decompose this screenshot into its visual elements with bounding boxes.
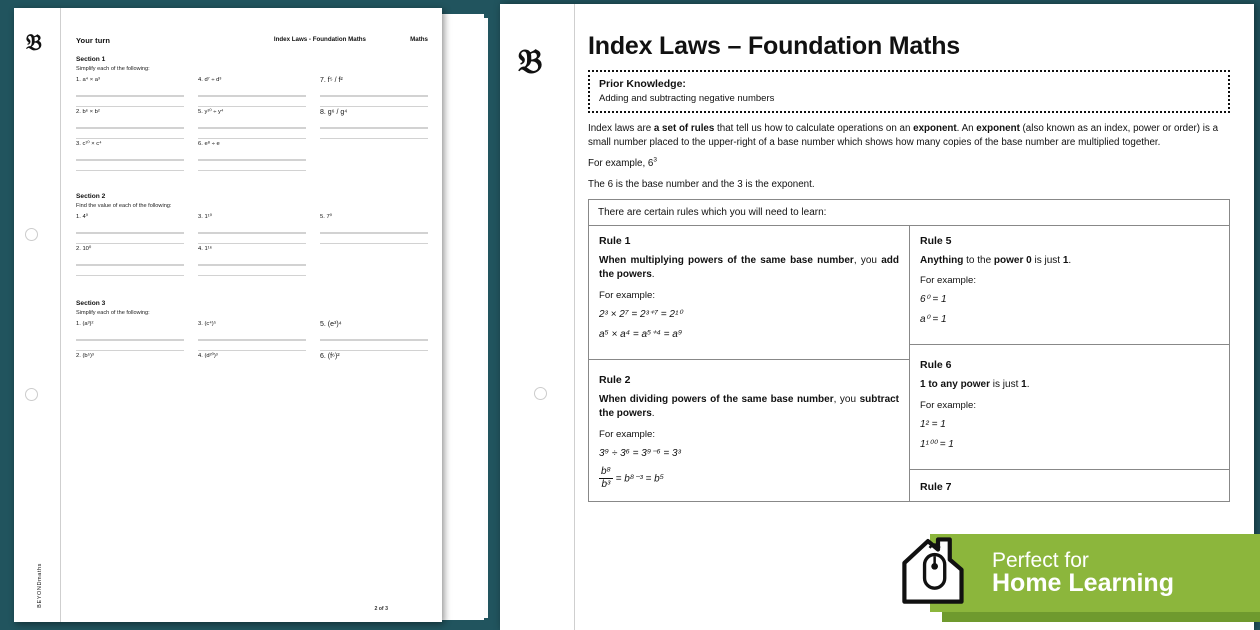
question-text: 1. 4⁰ [76, 214, 88, 220]
answer-line[interactable] [198, 275, 306, 277]
question-text: 5. y¹⁰ ÷ y⁴ [198, 109, 224, 115]
promo-line-2: Home Learning [992, 568, 1174, 597]
rule-6-statement [920, 378, 1219, 393]
rule-2-tail: . [651, 408, 655, 420]
example-line [588, 157, 1230, 171]
rule-5-math-1: 6⁰ = 1 [920, 294, 947, 306]
answer-line[interactable] [198, 95, 306, 97]
question-item [320, 214, 428, 244]
question-text: 6. e⁸ ÷ e [198, 141, 220, 147]
rule-5-bold-1: Anything [920, 254, 964, 266]
rule-5-example-label: For example: [920, 275, 976, 287]
rules-table-heading: There are certain rules which you will need to learn: [589, 200, 1229, 226]
section-3-title: Section 3 [76, 300, 106, 307]
intro-part: Index laws are [588, 123, 654, 134]
worksheet-section-2 [76, 193, 428, 278]
hole-punch-icon [25, 228, 38, 241]
rule-5-bold-3: 1 [1062, 254, 1069, 266]
question-text: 2. 10⁰ [76, 246, 92, 252]
example-explanation: The 6 is the base number and the 3 is the exponent. [588, 178, 815, 190]
rule-7-name: Rule 7 [920, 480, 952, 493]
question-item [198, 214, 306, 244]
intro-bold-exponent-2: exponent [976, 123, 1020, 134]
rule-6-bold-2: 1 [1021, 379, 1027, 391]
rule-6-tail: . [1026, 379, 1030, 391]
rule-1-tail: . [651, 269, 655, 281]
rule-2-fraction-numerator: b⁸ [599, 466, 613, 480]
answer-line[interactable] [198, 350, 306, 352]
question-item [76, 77, 184, 107]
rules-column-left [589, 226, 909, 501]
answer-line[interactable] [320, 106, 428, 108]
rule-2-name: Rule 2 [599, 373, 631, 386]
example-text: For example, 6 [588, 157, 654, 169]
house-mouse-icon [896, 526, 980, 610]
rule-5-mid-2: is just [1031, 254, 1063, 266]
answer-line[interactable] [198, 232, 306, 234]
rule-2-math-2-rest: = b⁸⁻³ = b⁵ [615, 473, 664, 485]
answer-line[interactable] [198, 243, 306, 245]
question-item [198, 246, 306, 276]
rule-6-bold-1: 1 to any power [920, 379, 991, 391]
question-item [198, 321, 306, 351]
rule-2-math-2 [599, 466, 899, 492]
rule-2-math-1: 3⁹ ÷ 3⁶ = 3⁹⁻⁶ = 3³ [599, 447, 681, 459]
rule-cell-7 [910, 470, 1229, 497]
example-exponent: 3 [653, 156, 657, 164]
question-item [320, 109, 428, 139]
rule-5-statement [920, 254, 1219, 269]
answer-line[interactable] [76, 232, 184, 234]
question-item [198, 141, 306, 171]
rule-2-fraction [599, 466, 613, 492]
rule-5-tail: . [1068, 254, 1072, 266]
intro-paragraph [588, 122, 1230, 150]
answer-line[interactable] [76, 339, 184, 341]
question-item [76, 109, 184, 139]
rule-6-math-1: 1² = 1 [920, 418, 946, 430]
worksheet-running-header-back: Maths [410, 36, 428, 43]
worksheet-brand [36, 563, 43, 608]
prior-knowledge-heading: Prior Knowledge: [599, 78, 686, 90]
rule-1-math-2: a⁵ × a⁴ = a⁵⁺⁴ = a⁹ [599, 328, 683, 340]
question-text: 5. 7⁰ [320, 214, 332, 220]
answer-line[interactable] [76, 243, 184, 245]
question-text: 3. (c⁴)⁵ [198, 321, 217, 327]
rule-cell-5 [910, 226, 1229, 346]
question-text: 1. (a³)² [76, 321, 94, 327]
answer-line[interactable] [198, 159, 306, 161]
question-text: 2. (b⁵)³ [76, 353, 94, 359]
answer-line[interactable] [198, 339, 306, 341]
question-item [198, 353, 306, 362]
rule-2-fraction-denominator: b³ [601, 479, 611, 491]
answer-line[interactable] [76, 159, 184, 161]
answer-line[interactable] [76, 95, 184, 97]
answer-line[interactable] [76, 138, 184, 140]
question-item [76, 214, 184, 244]
question-text: 8. g⁶ / g⁴ [320, 109, 348, 116]
worksheet-brand-sub: maths [37, 563, 43, 582]
rule-2-bold-2: subtract the powers [599, 393, 900, 420]
worksheet-page[interactable] [14, 8, 442, 622]
hole-punch-icon [534, 387, 547, 400]
question-item [76, 353, 184, 362]
question-text: 2. b⁶ × b² [76, 109, 100, 115]
answer-line[interactable] [76, 264, 184, 266]
intro-bold-rules: a set of rules [653, 123, 715, 134]
rule-1-math-1: 2³ × 2⁷ = 2³⁺⁷ = 2¹⁰ [599, 308, 683, 320]
section-1-title: Section 1 [76, 56, 106, 63]
rule-6-example-label: For example: [920, 399, 976, 411]
question-item [76, 246, 184, 276]
question-item [198, 109, 306, 139]
answer-line[interactable] [198, 170, 306, 172]
worksheet-page-number: 2 of 3 [374, 606, 388, 612]
answer-line[interactable] [320, 232, 428, 234]
rule-6-math-2: 1¹⁰⁰ = 1 [920, 438, 954, 450]
answer-line[interactable] [198, 106, 306, 108]
rule-5-name: Rule 5 [920, 234, 952, 247]
promo-line-1: Perfect for [992, 548, 1089, 572]
rule-1-bold-2: add the powers [599, 254, 899, 281]
worksheet-section-3 [76, 300, 428, 364]
section-1-instruction: Simplify each of the following: [76, 66, 150, 72]
answer-line[interactable] [320, 243, 428, 245]
rule-5-mid-1: to the [963, 254, 994, 266]
rule-1-name: Rule 1 [599, 234, 631, 247]
answer-line[interactable] [76, 350, 184, 352]
beyond-logo-icon: 𝔅 [518, 42, 543, 82]
page-title: Index Laws – Foundation Maths [588, 32, 961, 60]
rule-5-bold-2: power 0 [993, 254, 1032, 266]
rule-cell-1 [589, 226, 909, 360]
worksheet-running-header: Index Laws - Foundation Maths [273, 36, 366, 43]
rule-1-mid: , you [853, 254, 882, 266]
question-text: 3. c¹⁰ × c⁴ [76, 141, 102, 147]
question-item [76, 141, 184, 171]
question-item [320, 321, 428, 351]
question-item [320, 353, 428, 362]
answer-line[interactable] [198, 264, 306, 266]
rule-1-bold-1: When multiplying powers of the same base number [599, 254, 854, 266]
rule-2-example-label: For example: [599, 428, 655, 440]
answer-line[interactable] [320, 138, 428, 140]
answer-line[interactable] [320, 350, 428, 352]
question-item [320, 77, 428, 107]
rule-cell-2 [589, 360, 909, 501]
section-2-title: Section 2 [76, 193, 106, 200]
answer-line[interactable] [76, 275, 184, 277]
rule-6-name: Rule 6 [920, 359, 952, 372]
rule-2-bold-1: When dividing powers of the same base number [599, 393, 834, 405]
answer-line[interactable] [320, 127, 428, 129]
hole-punch-icon [25, 388, 38, 401]
beyond-logo-icon: 𝔅 [26, 30, 42, 56]
question-text: 3. 1¹⁰ [198, 214, 212, 220]
rule-2-mid: , you [833, 393, 860, 405]
question-text: 4. 1¹⁶ [198, 246, 212, 252]
answer-line[interactable] [320, 95, 428, 97]
question-text: 1. a⁴ × a³ [76, 77, 100, 83]
intro-part: . An [956, 123, 977, 134]
section-2-instruction: Find the value of each of the following: [76, 203, 172, 209]
worksheet-margin-line [60, 8, 61, 622]
question-text: 6. (f⁶)² [320, 353, 340, 360]
worksheet-your-turn-title: Your turn [76, 36, 111, 45]
prior-knowledge-box [588, 70, 1230, 113]
intro-part: (also known as an index, power or order) is a small number placed to the upper-right of a base number which shows how many copies of the base number are multiplied together. [588, 123, 1219, 148]
section-3-instruction: Simplify each of the following: [76, 310, 150, 316]
rule-cell-6 [910, 345, 1229, 470]
answer-line[interactable] [198, 138, 306, 140]
intro-bold-exponent: exponent [913, 123, 957, 134]
rule-5-math-2: a⁰ = 1 [920, 314, 947, 326]
rule-2-statement [599, 393, 899, 422]
worksheet-spread [0, 0, 490, 630]
rule-1-statement [599, 254, 899, 283]
question-text: 5. (e³)⁴ [320, 321, 342, 328]
answer-line[interactable] [76, 127, 184, 129]
lesson-spread [500, 0, 1260, 630]
lesson-margin-line [574, 4, 575, 630]
promo-banner[interactable] [930, 534, 1260, 612]
answer-line[interactable] [198, 127, 306, 129]
question-item [198, 77, 306, 107]
answer-line[interactable] [76, 170, 184, 172]
rule-6-mid: is just [990, 379, 1022, 391]
rule-1-example-label: For example: [599, 289, 655, 301]
answer-line[interactable] [320, 339, 428, 341]
worksheet-section-1 [76, 56, 428, 173]
question-text: 4. (d²⁰)³ [198, 353, 218, 359]
rules-table [588, 199, 1230, 502]
worksheet-brand-name: BEYOND [37, 581, 43, 608]
intro-part: that tell us how to calculate operations on an [714, 123, 914, 134]
prior-knowledge-body: Adding and subtracting negative numbers [599, 93, 775, 104]
question-item [76, 321, 184, 351]
question-text: 4. d⁷ ÷ d³ [198, 77, 222, 83]
rules-column-right [909, 226, 1229, 501]
question-text: 7. f⁵ / f² [320, 77, 343, 84]
answer-line[interactable] [76, 106, 184, 108]
